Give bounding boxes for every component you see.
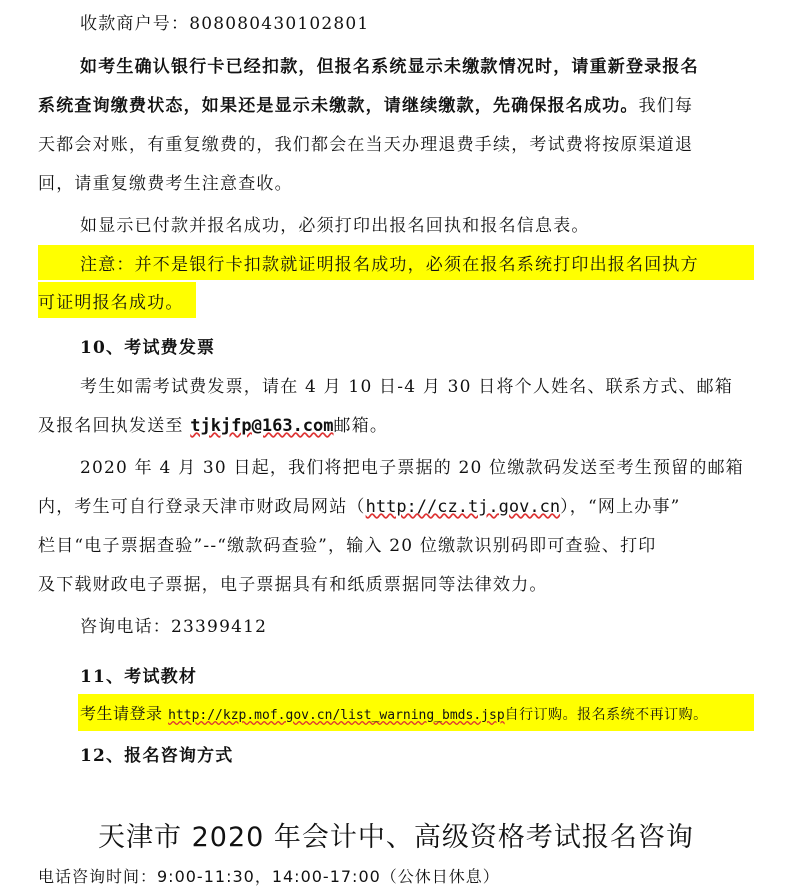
print-receipt-line: 如显示已付款并报名成功，必须打印出报名回执和报名信息表。: [80, 216, 590, 236]
consult-hours: 电话咨询时间：9:00-11:30，14:00-17:00（公休日休息）: [38, 867, 500, 886]
section-11-line-pre: 考生请登录: [80, 704, 169, 723]
merchant-label: 收款商户号：: [80, 14, 190, 34]
textbook-order-link[interactable]: http://kzp.mof.gov.cn/list_warning_bmds.jsp: [168, 708, 505, 723]
section-10-line-5: 栏目“电子票据查验”--“缴款码查验”，输入 20 位缴款识别码即可查验、打印: [38, 536, 657, 556]
consult-title: 天津市 2020 年会计中、高级资格考试报名咨询: [98, 822, 694, 853]
section-10-heading: 10、考试费发票: [80, 338, 216, 358]
section-10-line-6: 及下载财政电子票据，电子票据具有和纸质票据同等法律效力。: [38, 575, 548, 595]
section-10-line-1: 考生如需考试费发票，请在 4 月 10 日-4 月 30 日将个人姓名、联系方式、邮箱: [80, 377, 734, 397]
confirm-line-4: 回，请重复缴费考生注意查收。: [38, 174, 293, 194]
section-10-line-4-pre: 内，考生可自行登录天津市财政局网站（: [38, 497, 366, 517]
invoice-email-link[interactable]: tjkjfp@163.com: [190, 416, 334, 436]
section-10-line-4-post: ），“网上办事”: [560, 497, 681, 517]
confirm-line-3: 天都会对账，有重复缴费的，我们都会在当天办理退费手续，考试费将按原渠道退: [38, 135, 694, 155]
section-11-heading: 11、考试教材: [80, 667, 198, 687]
section-12-heading: 12、报名咨询方式: [80, 746, 234, 766]
section-10-line-2-post: 邮箱。: [333, 416, 389, 436]
section-10-line-3: 2020 年 4 月 30 日起，我们将把电子票据的 20 位缴款码发送至考生预留的邮箱: [80, 458, 744, 478]
section-10-line-2-pre: 及报名回执发送至: [38, 416, 191, 436]
confirm-line-1: 如考生确认银行卡已经扣款，但报名系统显示未缴款情况时，请重新登录报名: [80, 57, 699, 77]
confirm-line-2: [38, 94, 693, 118]
merchant-value: 808080430102801: [189, 14, 370, 34]
confirm-line-2-bold: 系统查询缴费状态，如果还是显示未缴款，请继续缴款，先确保报名成功。: [38, 96, 639, 116]
notice-line-2: 可证明报名成功。: [38, 293, 184, 313]
section-10-line-4: [38, 495, 681, 519]
section-10-line-2: [38, 414, 388, 438]
finance-bureau-link[interactable]: http://cz.tj.gov.cn: [365, 497, 561, 517]
merchant-number-line: [80, 12, 369, 36]
section-11-line-post: 自行订购。报名系统不再订购。: [504, 707, 708, 723]
confirm-line-2-normal: 我们每: [638, 96, 694, 116]
notice-line-1: 注意：并不是银行卡扣款就证明报名成功，必须在报名系统打印出报名回执方: [80, 255, 699, 275]
section-11-line: [80, 702, 708, 728]
consult-phone: 咨询电话：23399412: [80, 617, 268, 637]
